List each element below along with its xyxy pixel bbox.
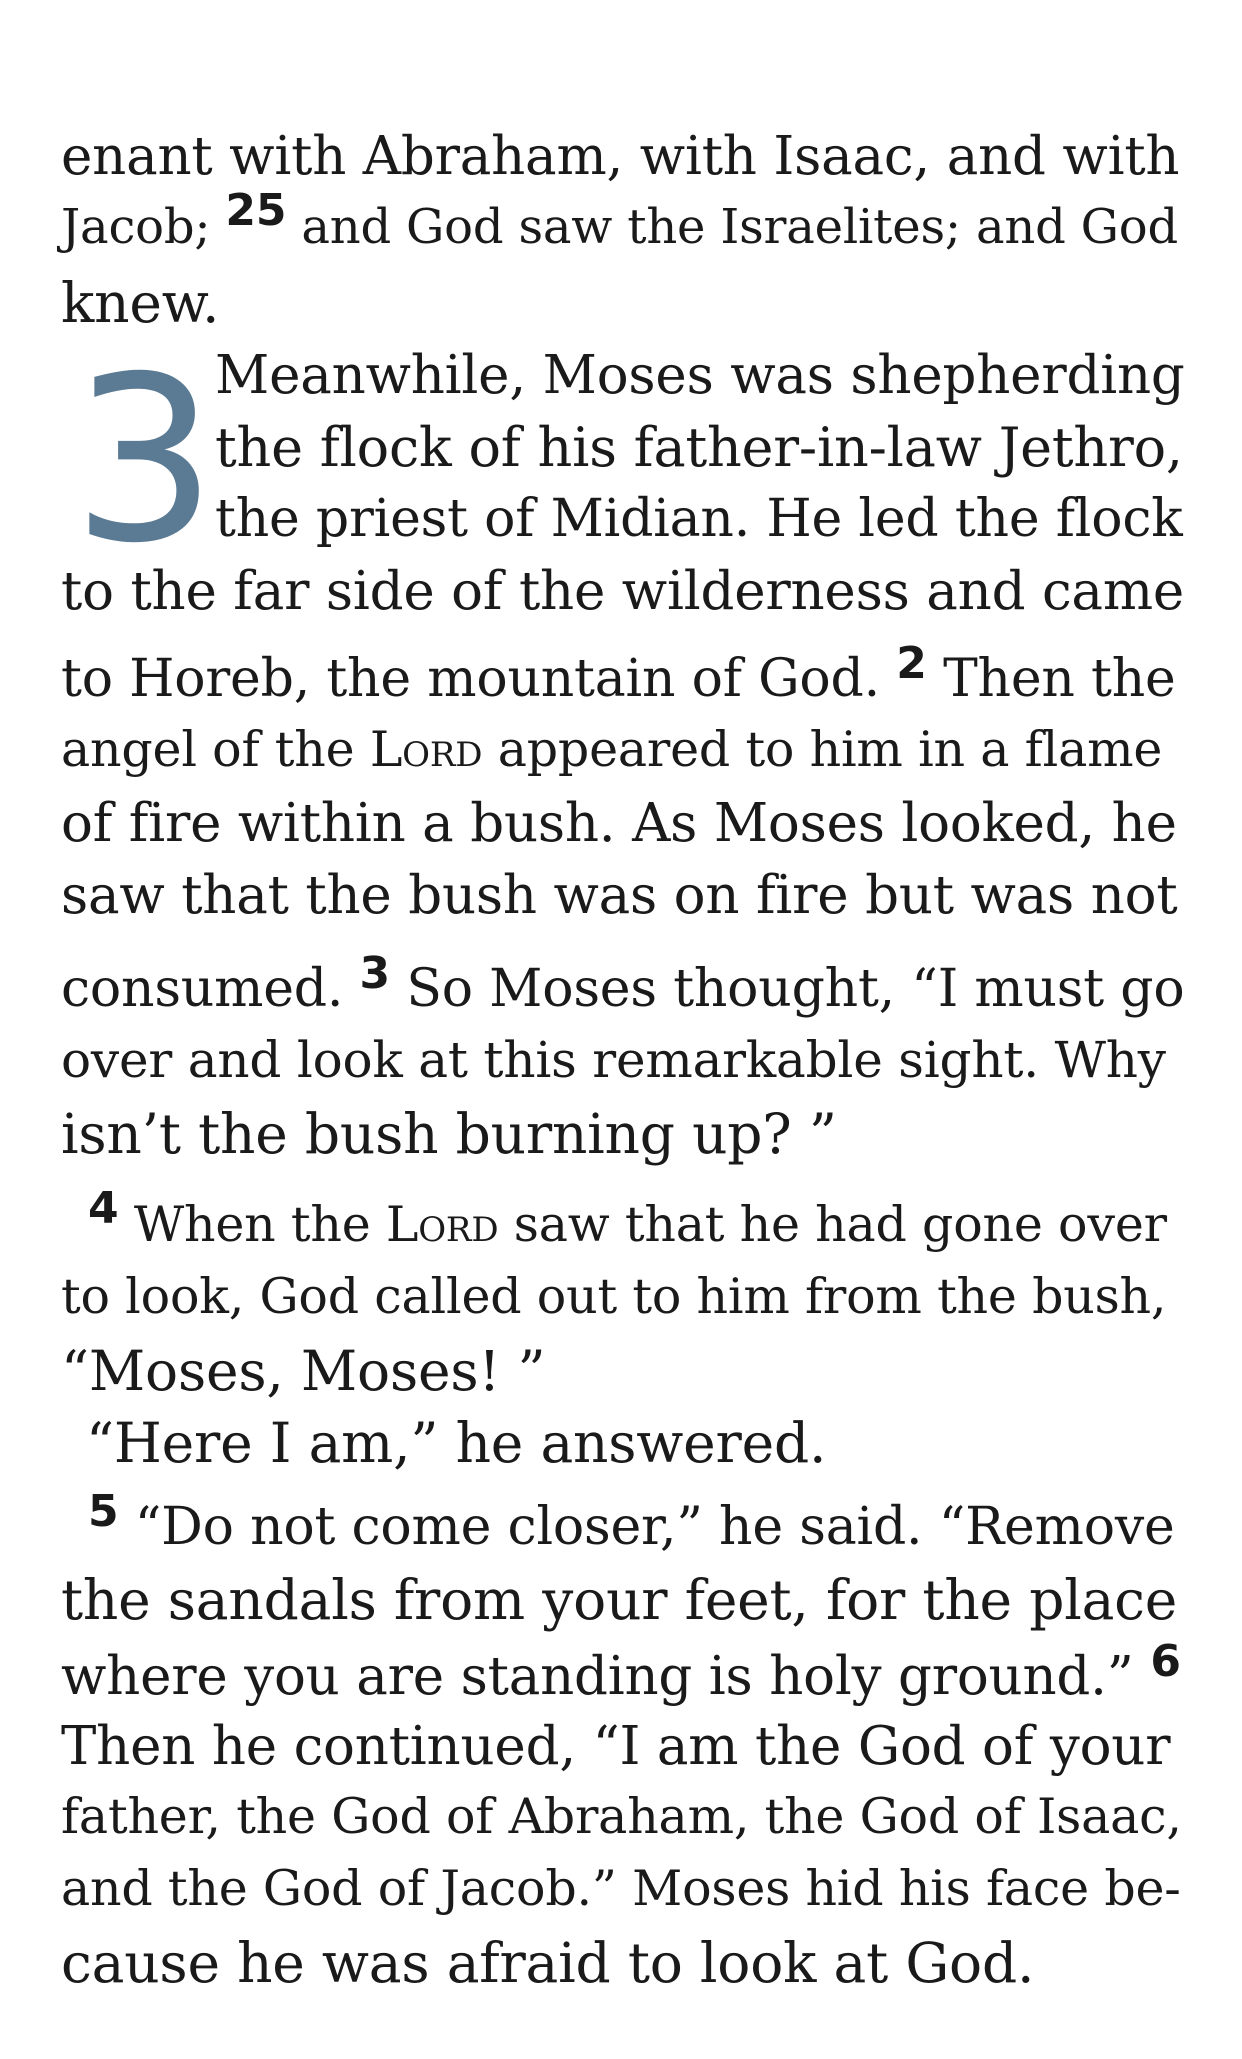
text-line (61, 1636, 1181, 1707)
text-line (86, 1411, 827, 1475)
line-text: “Do not come closer,” he said. “Remove (134, 1497, 1175, 1557)
line-text: Meanwhile, Moses was shepherding (215, 345, 1185, 406)
verse-number: 25 (225, 185, 287, 236)
text-line (61, 1568, 1178, 1632)
line-text: “Moses, Moses! ” (61, 1339, 546, 1403)
text-line (61, 1102, 837, 1166)
text-line (61, 185, 1179, 255)
text-line (61, 126, 1180, 187)
text-line (61, 721, 1163, 778)
line-text: father, the God of Abraham, the God of Isaac, (61, 1788, 1182, 1845)
line-text: angel of the (61, 721, 355, 778)
text-line (61, 1716, 1171, 1777)
line-text: Jacob; (61, 199, 211, 255)
text-line (61, 561, 1185, 622)
line-text: Then the (943, 649, 1176, 709)
text-line (88, 1183, 1167, 1253)
text-line (61, 1931, 1035, 1995)
line-text: the sandals from your feet, for the place (61, 1568, 1178, 1632)
verse-number: 3 (359, 948, 390, 999)
text-line (215, 416, 1183, 479)
line-text: to Horeb, the mountain of God. (61, 649, 880, 709)
divine-name: Lord (369, 721, 483, 778)
line-text: consumed. (61, 959, 344, 1019)
line-text: the flock of his father-in-law Jethro, (215, 416, 1183, 479)
chapter-number-dropcap: 3 (72, 327, 218, 593)
verse-number: 4 (88, 1183, 119, 1234)
line-text: enant with Abraham, with Isaac, and with (61, 126, 1180, 187)
verse-number: 2 (896, 638, 927, 689)
verse-number: 6 (1150, 1636, 1181, 1687)
line-text: saw that the bush was on fire but was not (61, 865, 1178, 926)
text-line (61, 1031, 1166, 1089)
line-text: When the (133, 1196, 371, 1253)
text-line (61, 1788, 1182, 1845)
line-text: to look, God called out to him from the bush, (61, 1268, 1167, 1325)
line-text: where you are standing is holy ground.” (61, 1646, 1134, 1707)
verse-number: 5 (88, 1486, 119, 1537)
line-text: knew. (61, 271, 220, 335)
line-text: of fire within a bush. As Moses looked, he (61, 793, 1177, 854)
line-text: and God saw the Israelites; and God (301, 199, 1179, 255)
text-line (215, 489, 1183, 549)
text-line (61, 948, 1185, 1019)
line-text: cause he was afraid to look at God. (61, 1931, 1035, 1995)
text-line (61, 1339, 546, 1403)
text-line (61, 1860, 1181, 1917)
line-text: the priest of Midian. He led the flock (215, 489, 1183, 549)
text-line (61, 793, 1177, 854)
line-text: saw that he had gone over (513, 1196, 1167, 1253)
line-text: over and look at this remarkable sight. Why (61, 1031, 1166, 1089)
line-text: and the God of Jacob.” Moses hid his face be- (61, 1860, 1181, 1917)
text-line (61, 638, 1176, 709)
text-line (88, 1486, 1175, 1557)
text-line (61, 1268, 1167, 1325)
divine-name: Lord (385, 1196, 499, 1253)
line-text: Then he continued, “I am the God of your (61, 1716, 1171, 1777)
line-text: “Here I am,” he answered. (86, 1411, 827, 1475)
text-line (61, 271, 220, 335)
line-text: So Moses thought, “I must go (406, 959, 1185, 1019)
text-line (61, 865, 1178, 926)
line-text: isn’t the bush burning up? ” (61, 1102, 837, 1166)
line-text: to the far side of the wilderness and came (61, 561, 1185, 622)
line-text: appeared to him in a flame (497, 721, 1163, 778)
text-line (215, 345, 1185, 406)
